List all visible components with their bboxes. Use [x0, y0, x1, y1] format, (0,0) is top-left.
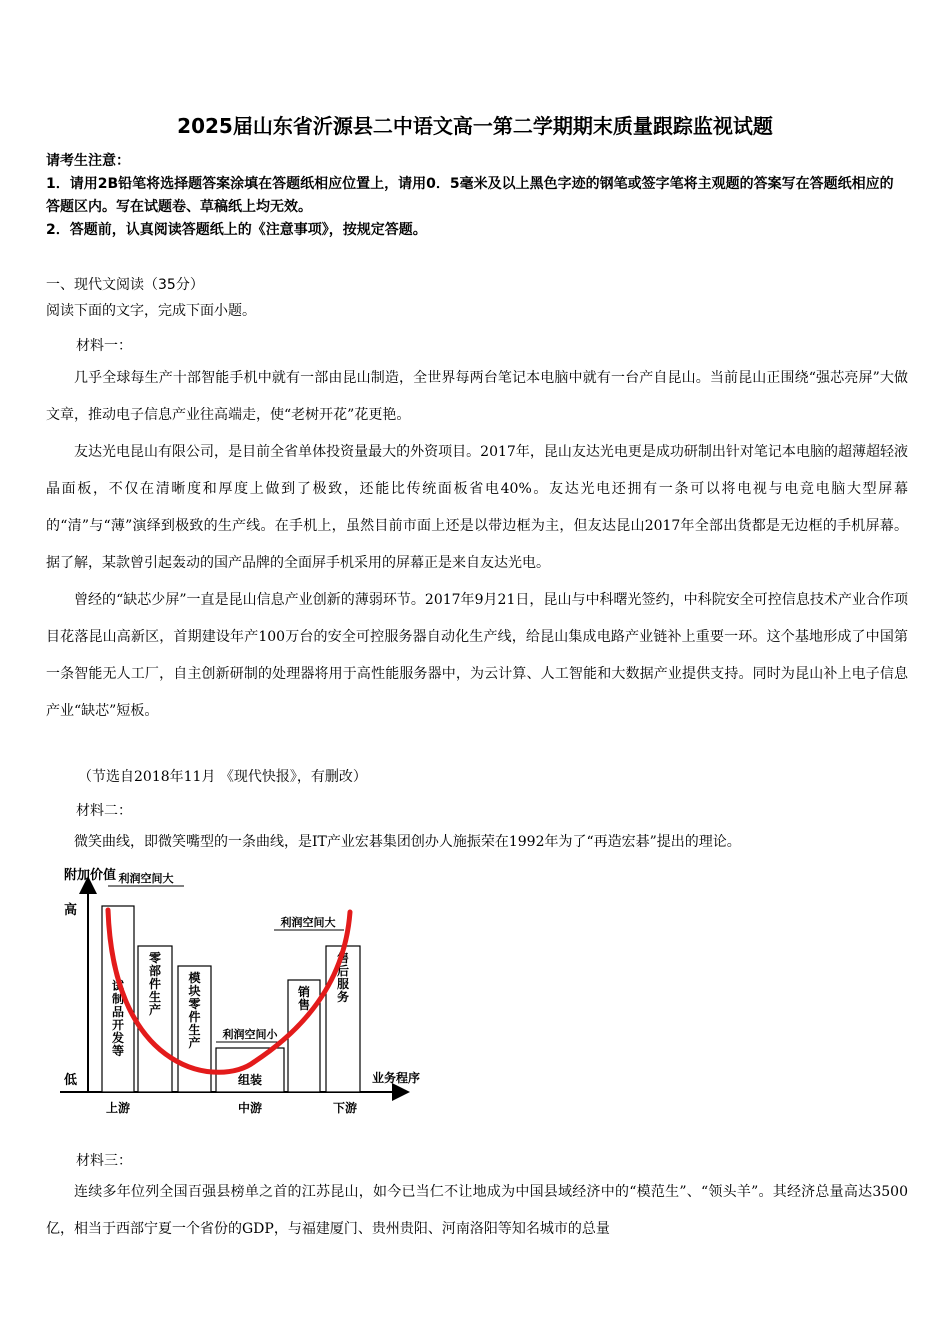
material-1-body — [46, 360, 908, 730]
bar-label-4: 组装 — [237, 1073, 263, 1087]
notice-heading: 请考生注意： — [46, 153, 130, 169]
material-3-body — [46, 1174, 908, 1248]
stage-label-3: 下游 — [332, 1101, 358, 1115]
material-1-label: 材料一： — [76, 338, 132, 354]
annotation-left: 利润空间大 — [118, 872, 174, 885]
material-3-paragraph: 连续多年位列全国百强县榜单之首的江苏昆山，如今已当仁不让地成为中国县域经济中的“模范生”、“领头羊”。其经济总量高达3500亿，相当于西部宁夏一个省份的GDP，与福建厦门、贵州贵阳、河南洛阳等知名城市的总量 — [46, 1184, 908, 1237]
exam-title: 2025届山东省沂源县二中语文高一第二学期期末质量跟踪监视试题 — [177, 114, 773, 138]
y-low-label: 低 — [64, 1073, 78, 1088]
material-1-paragraph: 几乎全球每生产十部智能手机中就有一部由昆山制造，全世界每两台笔记本电脑中就有一台产自昆山。当前昆山正围绕“强芯亮屏”大做文章，推动电子信息产业往高端走，使“老树开花”花更艳。 — [46, 370, 908, 423]
bar-label-1: 试制品开发等 — [111, 979, 125, 1058]
section-heading: 一、现代文阅读（35分） — [46, 277, 204, 293]
bar-label-5: 销售 — [297, 985, 311, 1012]
notice-item-2: 2．答题前，认真阅读答题纸上的《注意事项》，按规定答题。 — [46, 222, 427, 238]
section-instruction: 阅读下面的文字，完成下面小题。 — [46, 303, 256, 319]
stage-label-1: 上游 — [105, 1101, 131, 1115]
material-2-body — [46, 824, 908, 861]
x-axis-label: 业务程序 — [372, 1071, 421, 1085]
stage-label-2: 中游 — [237, 1101, 263, 1115]
annotation-middle: 利润空间小 — [222, 1028, 278, 1041]
chart-stages — [106, 1100, 357, 1115]
annotation-right: 利润空间大 — [280, 916, 336, 929]
bar-label-3: 模块零件生产 — [188, 971, 201, 1050]
bar-label-6: 售后服务 — [336, 951, 350, 1004]
y-high-label: 高 — [64, 903, 78, 918]
material-1-source: （节选自2018年11月 《现代快报》，有删改） — [78, 769, 367, 785]
material-3-label: 材料三： — [76, 1153, 132, 1169]
y-axis-label: 附加价值 — [64, 868, 117, 883]
material-1-paragraph: 友达光电昆山有限公司，是目前全省单体投资量最大的外资项目。2017年，昆山友达光电更是成功研制出针对笔记本电脑的超薄超轻液晶面板，不仅在清晰度和厚度上做到了极致，还能比传统面板省电40%。友达光电还拥有一条可以将电视与电竞电脑大型屏幕的“清”与“薄”演绎到极致的生产线。在手机上，虽然目前市面上还是以带边框为主，但友达昆山2017年全部出货都是无边框的手机屏幕。据了解，某款曾引起轰动的国产品牌的全面屏手机采用的屏幕正是来自友达光电。 — [46, 444, 908, 571]
notice-item-1: 1．请用2B铅笔将选择题答案涂填在答题纸相应位置上，请用0．5毫米及以上黑色字迹的钢笔或签字笔将主观题的答案写在答题纸相应的答题区内。写在试题卷、草稿纸上均无效。 — [46, 176, 894, 215]
material-2-label: 材料二： — [76, 803, 132, 819]
material-2-paragraph: 微笑曲线，即微笑嘴型的一条曲线，是IT产业宏碁集团创办人施振荣在1992年为了“再造宏碁”提出的理论。 — [74, 834, 741, 850]
smile-curve-chart — [52, 862, 442, 1127]
material-1-paragraph: 曾经的“缺芯少屏”一直是昆山信息产业创新的薄弱环节。2017年9月21日，昆山与中科曙光签约，中科院安全可控信息技术产业合作项目花落昆山高新区，首期建设年产100万台的安全可控服务器自动化生产线，给昆山集成电路产业链补上重要一环。这个基地形成了中国第一条智能无人工厂，自主创新研制的处理器将用于高性能服务器中，为云计算、人工智能和大数据产业提供支持。同时为昆山补上电子信息产业“缺芯”短板。 — [46, 592, 908, 719]
bar-label-2: 零部件生产 — [148, 951, 162, 1017]
exam-notice — [46, 150, 906, 242]
